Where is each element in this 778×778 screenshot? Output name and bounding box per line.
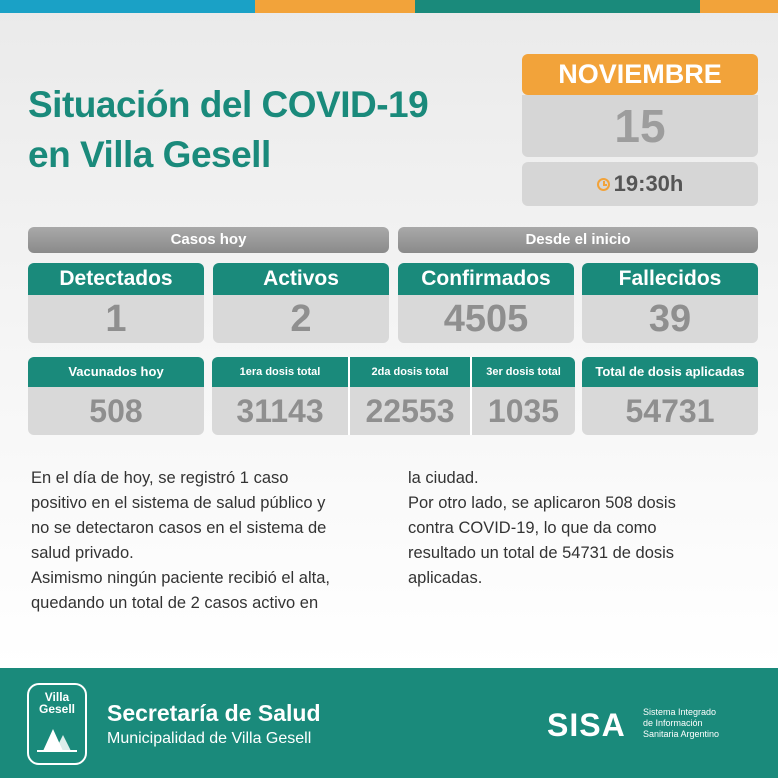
paragraph-left — [31, 466, 330, 616]
dose3-value: 1035 — [487, 393, 560, 429]
total-dosis-label: Total de dosis aplicadas — [582, 357, 758, 387]
clock-icon — [597, 178, 610, 191]
paragraph-left-line: quedando un total de 2 casos activo en — [31, 594, 319, 612]
date-month: NOVIEMBRE — [522, 54, 758, 95]
doses-header-row — [212, 357, 575, 387]
paragraph-left-line: En el día de hoy, se registró 1 caso — [31, 469, 289, 487]
fallecidos-value: 39 — [582, 295, 758, 343]
time-value: 19:30h — [613, 171, 684, 196]
detectados-label: Detectados — [28, 263, 204, 295]
activos-label: Activos — [213, 263, 389, 295]
secretaria-title: Secretaría de Salud — [107, 700, 321, 726]
dose1-value: 31143 — [212, 387, 350, 435]
paragraph-right-line: contra COVID-19, lo que da como — [408, 519, 657, 537]
sisa-desc-line: de Información — [643, 718, 703, 728]
card-confirmados — [398, 263, 574, 343]
paragraph-right-line: Por otro lado, se aplicaron 508 dosis — [408, 494, 676, 512]
dose2-value: 22553 — [350, 387, 472, 435]
top-stripe-orange — [255, 0, 415, 13]
sisa-desc-line: Sanitaria Argentino — [643, 729, 720, 739]
dose3-label: 3er dosis total — [486, 366, 561, 378]
paragraph-right-line: resultado un total de 54731 de dosis — [408, 544, 675, 562]
section-since-start: Desde el inicio — [398, 227, 758, 253]
activos-value: 2 — [213, 295, 389, 343]
dose2-label: 2da dosis total — [350, 357, 472, 387]
pine-trees-icon — [35, 715, 79, 755]
card-activos — [213, 263, 389, 343]
fallecidos-label: Fallecidos — [582, 263, 758, 295]
vacunados-hoy-value: 508 — [28, 387, 204, 435]
confirmados-value: 4505 — [398, 295, 574, 343]
sisa-description — [643, 707, 719, 740]
detectados-value: 1 — [28, 295, 204, 343]
paragraph-left-line: Asimismo ningún paciente recibió el alta, — [31, 569, 330, 587]
card-fallecidos — [582, 263, 758, 343]
card-detectados — [28, 263, 204, 343]
total-dosis-value: 54731 — [582, 387, 758, 435]
top-stripe-blue — [0, 0, 255, 13]
vacunados-hoy-label: Vacunados hoy — [28, 357, 204, 387]
title-line-2: en Villa Gesell — [28, 134, 271, 175]
sisa-logo: SISA — [547, 707, 626, 743]
top-stripe-teal — [415, 0, 700, 13]
paragraph-right-line: la ciudad. — [408, 469, 479, 487]
villa-gesell-logo — [27, 683, 87, 765]
report-time — [522, 162, 758, 206]
paragraph-left-line: salud privado. — [31, 544, 134, 562]
card-total-dosis — [582, 357, 758, 435]
card-vacunados-hoy — [28, 357, 204, 435]
municipalidad-subtitle: Municipalidad de Villa Gesell — [107, 730, 312, 747]
dose1-label: 1era dosis total — [212, 357, 350, 387]
paragraph-right-line: aplicadas. — [408, 569, 483, 587]
paragraph-left-line: positivo en el sistema de salud público y — [31, 494, 326, 512]
card-doses — [212, 357, 575, 435]
confirmados-label: Confirmados — [398, 263, 574, 295]
top-stripe-orange-2 — [700, 0, 778, 13]
title-line-1: Situación del COVID-19 — [28, 84, 429, 125]
doses-value-row — [212, 387, 575, 435]
paragraph-left-line: no se detectaron casos en el sistema de — [31, 519, 327, 537]
paragraph-right — [408, 466, 676, 591]
sisa-desc-line: Sistema Integrado — [643, 707, 717, 717]
section-today: Casos hoy — [28, 227, 389, 253]
page-title — [28, 80, 498, 180]
logo-line-1: Villa — [44, 690, 70, 704]
logo-line-2: Gesell — [38, 702, 76, 716]
date-day: 15 — [522, 95, 758, 157]
